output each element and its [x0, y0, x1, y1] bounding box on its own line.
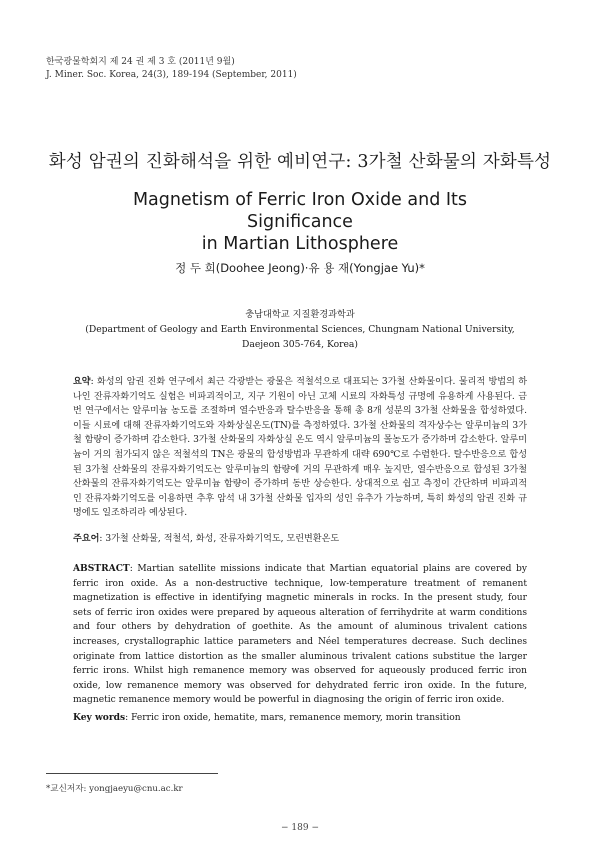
footnote-divider: [46, 773, 218, 774]
abstract-english-text: : Martian satellite missions indicate that Martian equatorial plains are covered by ferric iron oxide. As a non-destructive technique, low-temperature treatment of remanent magnetization is effective in identifying magnetic minerals in rocks. In the present study, four sets of ferric iron oxides were prepared by aqueous alteration of ferrihydrite at warm conditions and four others by dehydration of goethite. As the amount of aluminous trivalent cations increases, crystallographic lattice parameters and Néel temperatures decrease. Such declines originate from lattice distortion as the smaller aluminous trivalent cations substitue the larger ferric irons. Whilst high remanence memory was observed for aqueously produced ferric iron oxide, low remanence memory was observed for dehydrated ferric iron oxide. In the future, magnetic remanence memory would be powerful in diagnosing the origin of ferric iron oxide.: [73, 564, 527, 706]
paper-title-english: [100, 189, 500, 255]
paper-title-english-line2: in Martian Lithosphere: [201, 234, 399, 254]
affiliation-english-line2: Daejeon 305-764, Korea): [242, 339, 358, 350]
page-number: − 189 −: [281, 823, 319, 833]
paper-title-korean: 화성 암권의 진화해석을 위한 예비연구: 3가철 산화물의 자화특성: [48, 152, 552, 172]
journal-citation-en: J. Miner. Soc. Korea, 24(3), 189-194 (September, 2011): [46, 70, 297, 80]
abstract-korean-text: : 화성의 암권 진화 연구에서 최근 각광받는 광물은 적철석으로 대표되는 3가철 산화물이다. 물리적 방법의 하나인 잔류자화기억도 실험은 비파괴적이고, 지구 기원이 아닌 고체 시료의 자화특성 규명에 유용하게 사용된다. 금번 연구에서는 알루미늄 농도를 조절하며 열수반응과 탈수반응을 통해 총 8개 성분의 3가철 산화물을 합성하였다. 이들 시료에 대해 잔류자화기억도와 자화상실온도(TN)를 측정하였다. 3가철 산화물의 격자상수는 알루미늄의 3가철 함량이 증가하며 감소한다. 3가철 산화물의 자화상실 온도 역시 알루미늄의 몰농도가 증가하며 감소한다. 알루미늄이 거의 첨가되지 않은 적철석의 TN은 광물의 합성방법과 무관하게 대략 690℃로 수렴한다. 탈수반응으로 합성된 3가철 산화물의 잔류자화기억도는 알루미늄의 함량에 거의 무관하게 매우 높지만, 열수반응으로 합성된 3가철 산화물의 잔류자화기억도는 알루미늄 함량이 증가하며 동반 상승한다. 상대적으로 쉽고 측정이 간단하며 비파괴적인 잔류자화기억도를 이용하면 추후 암석 내 3가철 산화물 입자의 성인 유추가 가능하며, 특히 화성의 암권 진화 규명에도 일조하리라 예상된다.: [73, 377, 527, 519]
paper-title-english-line1: Magnetism of Ferric Iron Oxide and Its Significance: [132, 190, 468, 232]
abstract-korean-label: 요약: [73, 376, 91, 387]
journal-header: [46, 56, 297, 82]
affiliation-korean: 충남대학교 지질환경과학과: [245, 309, 355, 320]
keywords-english-label: Key words: [73, 712, 126, 723]
corresponding-author-footnote: *교신저자: yongjaeyu@cnu.ac.kr: [46, 784, 183, 794]
keywords-korean-label: 주요어: [73, 533, 100, 544]
keywords-korean-text: : 3가철 산화물, 적철석, 화성, 잔류자화기억도, 모린변환온도: [99, 534, 340, 544]
author-list: 정 두 희(Doohee Jeong)·유 용 재(Yongjae Yu)*: [175, 261, 425, 275]
keywords-english-text: : Ferric iron oxide, hematite, mars, remanence memory, morin transition: [125, 713, 461, 723]
affiliation-english-line1: (Department of Geology and Earth Environmental Sciences, Chungnam National University,: [85, 324, 515, 335]
abstract-korean: [73, 375, 527, 521]
abstract-english-label: ABSTRACT: [73, 563, 130, 574]
journal-citation-ko: 한국광물학회지 제 24 권 제 3 호 (2011년 9월): [46, 57, 235, 67]
affiliation: [40, 307, 560, 352]
keywords-korean: [73, 532, 527, 547]
keywords-english: [73, 711, 527, 726]
abstract-english: [73, 562, 527, 708]
